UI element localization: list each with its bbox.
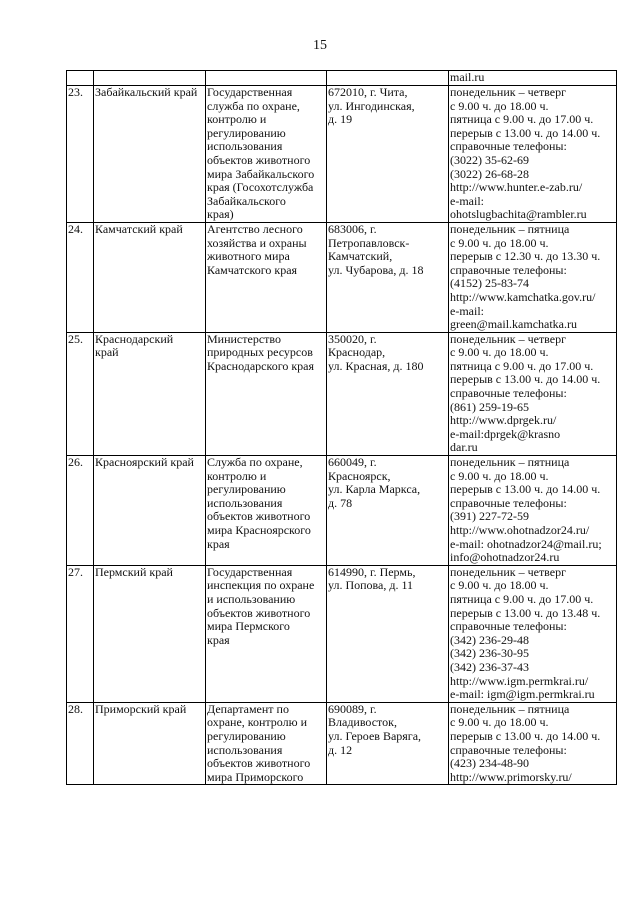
org-line: Служба по охране, <box>207 455 303 470</box>
org-line: Агентство лесного <box>207 221 303 236</box>
cell-address <box>327 332 449 455</box>
org-line: края) <box>207 207 234 222</box>
org-line: Государственная <box>207 85 293 99</box>
org-line: Департамент по <box>207 701 289 716</box>
contact-line: http://www.hunter.e-zab.ru/ <box>450 180 583 195</box>
row-number: 23. <box>68 85 83 99</box>
contact-line: перерыв с 13.00 ч. до 14.00 ч. <box>450 482 601 497</box>
contact-line: с 9.00 ч. до 18.00 ч. <box>450 345 549 360</box>
cell-org <box>206 332 327 455</box>
address-line: 660049, г. <box>328 455 377 470</box>
cell-num <box>67 702 94 785</box>
address-line: ул. Чубарова, д. 18 <box>328 262 424 277</box>
org-line: контролю и <box>207 468 267 483</box>
table-row <box>67 702 617 785</box>
address-line: д. 19 <box>328 112 353 127</box>
address-line: Краснодар, <box>328 345 386 360</box>
cell-region <box>94 332 206 455</box>
table-row <box>67 86 617 223</box>
org-line: инспекция по охране <box>207 578 315 593</box>
contact-line: перерыв с 13.00 ч. до 14.00 ч. <box>450 728 601 743</box>
cell-address <box>327 702 449 785</box>
region-line: Пермский край <box>95 564 173 579</box>
cell-num <box>67 456 94 566</box>
contact-line: http://www.kamchatka.gov.ru/ <box>450 289 596 304</box>
address-line: Владивосток, <box>328 715 397 730</box>
org-line: мира Приморского <box>207 769 304 784</box>
cell-num <box>67 86 94 223</box>
cell-address <box>327 565 449 702</box>
contact-line: пятница с 9.00 ч. до 17.00 ч. <box>450 591 594 606</box>
region-line: край <box>95 345 119 360</box>
address-line: ул. Карла Маркса, <box>328 482 421 497</box>
org-line: использования <box>207 495 283 510</box>
contact-line: понедельник – четверг <box>450 85 567 99</box>
address-line: 672010, г. Чита, <box>328 85 408 99</box>
contact-line: mail.ru <box>450 70 485 84</box>
contact-line: справочные телефоны: <box>450 386 567 401</box>
org-line: регулированию <box>207 482 286 497</box>
contact-line: справочные телефоны: <box>450 742 567 757</box>
org-line: служба по охране, <box>207 98 300 113</box>
cell-address <box>327 222 449 332</box>
cell-contacts <box>449 222 617 332</box>
contact-line: с 9.00 ч. до 18.00 ч. <box>450 98 549 113</box>
cell-num <box>67 565 94 702</box>
cell-contacts <box>449 86 617 223</box>
row-number: 28. <box>68 701 83 716</box>
table-row <box>67 222 617 332</box>
contact-line: понедельник – пятница <box>450 701 570 716</box>
cell-contacts <box>449 332 617 455</box>
contact-line: с 9.00 ч. до 18.00 ч. <box>450 468 549 483</box>
region-line: Красноярский край <box>95 455 194 470</box>
contact-line: (342) 236-37-43 <box>450 659 529 674</box>
page-number: 15 <box>313 38 327 53</box>
contact-line: с 9.00 ч. до 18.00 ч. <box>450 235 549 250</box>
address-line: Петропавловск- <box>328 235 410 250</box>
contact-line: e-mail: <box>450 193 484 208</box>
contact-line: dar.ru <box>450 440 478 455</box>
contact-line: понедельник – четверг <box>450 564 567 579</box>
org-line: Министерство <box>207 331 281 346</box>
org-line: края <box>207 536 230 551</box>
table-row <box>67 332 617 455</box>
contact-line: понедельник – пятница <box>450 221 570 236</box>
cell-region <box>94 71 206 86</box>
contact-line: пятница с 9.00 ч. до 17.00 ч. <box>450 112 594 127</box>
contact-line: (3022) 26-68-28 <box>450 166 529 181</box>
contact-line: green@mail.kamchatka.ru <box>450 317 577 332</box>
org-line: регулированию <box>207 125 286 140</box>
cell-region <box>94 702 206 785</box>
org-line: регулированию <box>207 728 286 743</box>
cell-num <box>67 71 94 86</box>
cell-num <box>67 332 94 455</box>
cell-org <box>206 565 327 702</box>
table-row <box>67 456 617 566</box>
org-line: края (Госохотслужба <box>207 180 314 195</box>
org-line: природных ресурсов <box>207 345 313 360</box>
cell-region <box>94 565 206 702</box>
org-line: края <box>207 632 230 647</box>
cell-region <box>94 456 206 566</box>
address-line: ул. Попова, д. 11 <box>328 578 414 593</box>
org-line: хозяйства и охраны <box>207 235 307 250</box>
region-line: Забайкальский край <box>95 85 198 99</box>
org-line: Забайкальского <box>207 193 286 208</box>
cell-address <box>327 71 449 86</box>
contact-line: перерыв с 13.00 ч. до 14.00 ч. <box>450 125 601 140</box>
cell-address <box>327 86 449 223</box>
cell-org <box>206 86 327 223</box>
contact-line: (4152) 25-83-74 <box>450 276 529 291</box>
table-body <box>67 71 617 785</box>
address-line: Красноярск, <box>328 468 391 483</box>
table-row <box>67 565 617 702</box>
row-number: 26. <box>68 455 83 470</box>
contact-line: e-mail: <box>450 303 484 318</box>
cell-region <box>94 222 206 332</box>
cell-num <box>67 222 94 332</box>
cell-contacts <box>449 456 617 566</box>
contact-line: http://www.dprgek.ru/ <box>450 413 557 428</box>
contact-line: (342) 236-29-48 <box>450 632 529 647</box>
address-line: 350020, г. <box>328 331 377 346</box>
org-line: использования <box>207 742 283 757</box>
contact-line: e-mail: ohotnadzor24@mail.ru; <box>450 536 602 551</box>
cell-contacts <box>449 565 617 702</box>
org-line: мира Пермского <box>207 619 290 634</box>
contact-line: понедельник – пятница <box>450 455 570 470</box>
cell-region <box>94 86 206 223</box>
contact-line: (423) 234-48-90 <box>450 756 529 771</box>
contact-line: (342) 236-30-95 <box>450 646 529 661</box>
row-number: 25. <box>68 331 83 346</box>
org-line: и использованию <box>207 591 296 606</box>
contact-line: e-mail: igm@igm.permkrai.ru <box>450 687 595 702</box>
address-line: ул. Героев Варяга, <box>328 728 422 743</box>
registry-table <box>66 70 617 785</box>
org-line: мира Забайкальского <box>207 166 315 181</box>
cell-org <box>206 71 327 86</box>
org-line: Краснодарского края <box>207 358 315 373</box>
contact-line: справочные телефоны: <box>450 495 567 510</box>
address-line: д. 12 <box>328 742 353 757</box>
cell-contacts <box>449 702 617 785</box>
contact-line: справочные телефоны: <box>450 262 567 277</box>
contact-line: перерыв с 13.00 ч. до 13.48 ч. <box>450 605 601 620</box>
contact-line: пятница с 9.00 ч. до 17.00 ч. <box>450 358 594 373</box>
org-line: объектов животного <box>207 605 311 620</box>
address-line: 683006, г. <box>328 221 377 236</box>
org-line: объектов животного <box>207 152 311 167</box>
cell-org <box>206 222 327 332</box>
cell-address <box>327 456 449 566</box>
contact-line: справочные телефоны: <box>450 619 567 634</box>
org-line: объектов животного <box>207 756 311 771</box>
address-line: ул. Ингодинская, <box>328 98 415 113</box>
contact-line: (3022) 35-62-69 <box>450 152 529 167</box>
contact-line: перерыв с 13.00 ч. до 14.00 ч. <box>450 372 601 387</box>
org-line: Камчатского края <box>207 262 298 277</box>
contact-line: http://www.primorsky.ru/ <box>450 769 572 784</box>
cell-org <box>206 456 327 566</box>
row-number: 27. <box>68 564 83 579</box>
org-line: Государственная <box>207 564 293 579</box>
region-line: Приморский край <box>95 701 187 716</box>
org-line: охране, контролю и <box>207 715 308 730</box>
row-number: 24. <box>68 221 83 236</box>
region-line: Краснодарский <box>95 331 174 346</box>
org-line: животного мира <box>207 249 290 264</box>
cell-org <box>206 702 327 785</box>
contact-line: справочные телефоны: <box>450 139 567 154</box>
org-line: использования <box>207 139 283 154</box>
contact-line: http://www.igm.permkrai.ru/ <box>450 673 589 688</box>
org-line: мира Красноярского <box>207 523 311 537</box>
contact-line: (391) 227-72-59 <box>450 509 529 524</box>
address-line: ул. Красная, д. 180 <box>328 358 424 373</box>
contact-line: с 9.00 ч. до 18.00 ч. <box>450 578 549 593</box>
contact-line: http://www.ohotnadzor24.ru/ <box>450 523 590 537</box>
contact-line: info@ohotnadzor24.ru <box>450 550 560 565</box>
continuation-row <box>67 71 617 86</box>
org-line: объектов животного <box>207 509 311 524</box>
contact-line: ohotslugbachita@rambler.ru <box>450 207 587 222</box>
contact-line: (861) 259-19-65 <box>450 399 529 414</box>
org-line: контролю и <box>207 112 267 127</box>
address-line: Камчатский, <box>328 249 393 264</box>
address-line: 690089, г. <box>328 701 377 716</box>
address-line: 614990, г. Пермь, <box>328 564 416 579</box>
cell-contacts <box>449 71 617 86</box>
address-line: д. 78 <box>328 495 353 510</box>
contact-line: с 9.00 ч. до 18.00 ч. <box>450 715 549 730</box>
contact-line: перерыв с 12.30 ч. до 13.30 ч. <box>450 249 601 264</box>
region-line: Камчатский край <box>95 221 183 236</box>
contact-line: e-mail:dprgek@krasno <box>450 426 561 441</box>
contact-line: понедельник – четверг <box>450 331 567 346</box>
